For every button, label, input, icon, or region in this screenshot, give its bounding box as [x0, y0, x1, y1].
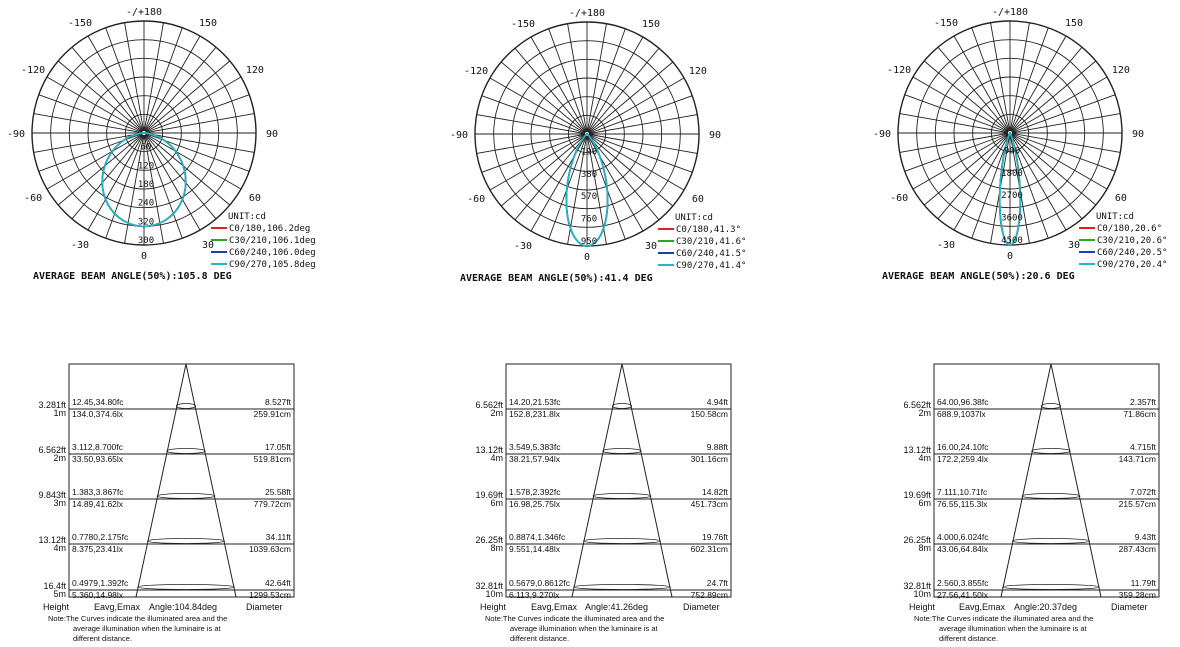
polar-unit-label: UNIT:cd: [675, 213, 713, 223]
height-label-ft: 32.81ft: [475, 581, 503, 591]
diameter-cm: 779.72cm: [253, 499, 291, 509]
average-beam-angle-caption: AVERAGE BEAM ANGLE(50%):105.8 DEG: [33, 271, 232, 282]
height-label-ft: 16.4ft: [43, 581, 66, 591]
illuminance-fc: 0.7780,2.175fc: [72, 532, 129, 542]
illuminance-cone-chart: [903, 364, 1159, 643]
illuminance-fc: 0.8874,1.346fc: [509, 532, 566, 542]
footer-height-label: Height: [480, 602, 507, 612]
height-label-ft: 13.12ft: [475, 445, 503, 455]
footer-diameter-label: Diameter: [246, 602, 283, 612]
illuminated-area-ellipse: [593, 494, 651, 499]
illuminance-lx: 172.2,259.4lx: [937, 454, 989, 464]
illuminance-lx: 8.375,23.41lx: [72, 544, 124, 554]
polar-candela-chart: [7, 7, 316, 282]
illuminance-fc: 0.5679,0.8612fc: [509, 578, 570, 588]
legend-entry: C30/210,41.6°: [676, 237, 747, 247]
height-label-m: 1m: [53, 408, 66, 418]
polar-angle-label: -90: [872, 129, 892, 140]
polar-angle-label: 150: [641, 19, 661, 31]
note-text: average illumination when the luminaire is at: [510, 624, 658, 633]
diameter-ft: 25.58ft: [265, 487, 291, 497]
height-label-ft: 26.25ft: [903, 535, 931, 545]
illuminated-area-ellipse: [603, 449, 642, 454]
diameter-ft: 11.79ft: [1130, 578, 1156, 588]
illuminance-fc: 2.560,3.855fc: [937, 578, 989, 588]
polar-angle-label: -150: [67, 18, 93, 30]
polar-angle-label: 90: [1131, 129, 1145, 140]
illuminance-lx: 688.9,1037lx: [937, 409, 986, 419]
diameter-ft: 7.072ft: [1130, 487, 1156, 497]
diameter-cm: 602.31cm: [690, 544, 728, 554]
illuminance-lx: 152.8,231.8lx: [509, 409, 561, 419]
polar-angle-label: -30: [936, 239, 956, 251]
illuminance-cone-chart: [475, 364, 731, 643]
height-label-ft: 6.562ft: [38, 445, 66, 455]
diameter-ft: 4.715ft: [1130, 442, 1156, 452]
note-text: average illumination when the luminaire is at: [73, 624, 221, 633]
cone-edge: [622, 364, 672, 597]
footer-angle-label: Angle:20.37deg: [1014, 602, 1078, 612]
height-label-m: 8m: [490, 543, 503, 553]
diameter-ft: 9.43ft: [1134, 532, 1156, 542]
diameter-ft: 2.357ft: [1130, 397, 1156, 407]
diameter-cm: 451.73cm: [690, 499, 728, 509]
illuminated-area-ellipse: [176, 404, 195, 409]
polar-angle-label: -60: [890, 193, 909, 204]
polar-radial-tick-label: 760: [580, 214, 598, 225]
diameter-ft: 8.527ft: [265, 397, 291, 407]
polar-unit-label: UNIT:cd: [228, 212, 266, 222]
diameter-cm: 150.58cm: [690, 409, 728, 419]
diameter-ft: 17.05ft: [265, 442, 291, 452]
illuminance-fc: 3.549,5.383fc: [509, 442, 561, 452]
polar-angle-label: 0: [1006, 251, 1014, 262]
average-beam-angle-caption: AVERAGE BEAM ANGLE(50%):20.6 DEG: [882, 271, 1075, 282]
diameter-cm: 752.89cm: [690, 590, 728, 600]
illuminance-lx: 76.55,115.3lx: [937, 499, 988, 509]
polar-angle-label: 0: [140, 251, 148, 262]
polar-angle-label: 30: [644, 240, 658, 252]
note-text: Note:The Curves indicate the illuminated area and the: [485, 614, 665, 623]
polar-angle-label: 60: [691, 194, 704, 205]
footer-eavg-label: Eavg,Emax: [94, 602, 141, 612]
diameter-cm: 359.28cm: [1118, 590, 1156, 600]
polar-radial-tick-label: 300: [137, 236, 155, 246]
legend-entry: C90/270,105.8deg: [229, 260, 316, 270]
polar-angle-label: -30: [513, 240, 533, 252]
illuminated-area-ellipse: [147, 539, 224, 544]
footer-diameter-label: Diameter: [1111, 602, 1148, 612]
footer-height-label: Height: [43, 602, 70, 612]
polar-radial-tick-label: 240: [137, 198, 155, 209]
polar-angle-label: -120: [464, 66, 489, 77]
diameter-cm: 287.43cm: [1118, 544, 1156, 554]
polar-angle-label: 120: [688, 66, 707, 77]
legend-entry: C0/180,20.6°: [1097, 224, 1163, 234]
height-label-ft: 32.81ft: [903, 581, 931, 591]
note-text: Note:The Curves indicate the illuminated area and the: [914, 614, 1094, 623]
illuminated-area-ellipse: [1032, 449, 1071, 454]
height-label-ft: 3.281ft: [38, 400, 66, 410]
polar-candela-chart: [450, 8, 746, 284]
height-label-m: 3m: [53, 498, 66, 508]
height-label-ft: 19.69ft: [903, 490, 931, 500]
cone-edge: [572, 364, 622, 597]
height-label-m: 2m: [918, 408, 931, 418]
height-label-m: 4m: [490, 453, 503, 463]
height-label-ft: 13.12ft: [38, 535, 66, 545]
polar-radial-tick-label: 180: [137, 180, 155, 190]
illuminance-fc: 64.00,96.38fc: [937, 397, 989, 407]
cone-edge: [186, 364, 236, 597]
polar-radial-tick-label: 900: [1003, 146, 1021, 157]
illuminated-area-ellipse: [1022, 494, 1080, 499]
legend-entry: C60/240,106.0deg: [229, 248, 316, 258]
legend-entry: C60/240,20.5°: [1097, 248, 1168, 258]
footer-eavg-label: Eavg,Emax: [959, 602, 1006, 612]
legend-entry: C0/180,106.2deg: [229, 224, 311, 234]
illuminance-fc: 12.45,34.80fc: [72, 397, 124, 407]
illuminance-fc: 14.20,21.53fc: [509, 397, 561, 407]
polar-angle-label: 90: [708, 130, 722, 141]
diameter-ft: 9.88ft: [706, 442, 728, 452]
legend-entry: C0/180,41.3°: [676, 225, 742, 235]
illuminated-area-ellipse: [1012, 539, 1089, 544]
cone-edge: [1001, 364, 1051, 597]
height-label-m: 5m: [53, 589, 66, 599]
note-text: average illumination when the luminaire is at: [939, 624, 1087, 633]
illuminance-lx: 6.113,9.270lx: [509, 590, 560, 600]
polar-angle-label: -/+180: [568, 8, 606, 19]
polar-angle-label: -120: [887, 65, 912, 76]
polar-radial-tick-label: 60: [140, 142, 152, 153]
polar-radial-tick-label: 4500: [1001, 236, 1023, 246]
diameter-cm: 301.16cm: [690, 454, 728, 464]
polar-angle-label: -/+180: [125, 7, 163, 18]
illuminance-fc: 16.00,24.10fc: [937, 442, 989, 452]
polar-angle-label: 90: [265, 129, 279, 140]
polar-unit-label: UNIT:cd: [1096, 212, 1134, 222]
polar-angle-label: 150: [1064, 18, 1084, 30]
polar-radial-tick-label: 120: [137, 161, 155, 172]
height-label-m: 4m: [53, 543, 66, 553]
footer-height-label: Height: [909, 602, 936, 612]
polar-angle-label: -90: [449, 130, 469, 141]
illuminance-fc: 1.383,3.867fc: [72, 487, 124, 497]
illuminance-lx: 38.21,57.94lx: [509, 454, 561, 464]
legend-entry: C60/240,41.5°: [676, 249, 747, 259]
diameter-ft: 24.7ft: [706, 578, 728, 588]
polar-angle-label: -30: [70, 239, 90, 251]
height-label-m: 6m: [490, 498, 503, 508]
diameter-ft: 4.94ft: [706, 397, 728, 407]
legend-entry: C90/270,20.4°: [1097, 260, 1168, 270]
height-label-ft: 6.562ft: [903, 400, 931, 410]
polar-radial-tick-label: 2700: [1001, 191, 1023, 202]
note-text: different distance.: [510, 634, 570, 643]
illuminance-lx: 27.56,41.50lx: [937, 590, 989, 600]
illuminated-area-ellipse: [583, 539, 660, 544]
diameter-ft: 34.11ft: [265, 532, 291, 542]
note-text: Note:The Curves indicate the illuminated area and the: [48, 614, 228, 623]
illuminance-fc: 4.000,6.024fc: [937, 532, 989, 542]
polar-angle-label: -120: [21, 65, 46, 76]
illuminance-lx: 14.89,41.62lx: [72, 499, 124, 509]
height-label-m: 4m: [918, 453, 931, 463]
height-label-ft: 19.69ft: [475, 490, 503, 500]
polar-angle-label: 120: [245, 65, 264, 76]
note-text: different distance.: [939, 634, 999, 643]
polar-angle-label: 60: [1114, 193, 1127, 204]
illuminance-cone-chart: [38, 364, 294, 643]
polar-angle-label: -/+180: [991, 7, 1029, 18]
diameter-cm: 143.71cm: [1118, 454, 1156, 464]
polar-angle-label: -60: [467, 194, 486, 205]
polar-angle-label: 30: [1067, 239, 1081, 251]
polar-angle-label: -90: [6, 129, 26, 140]
height-label-m: 2m: [490, 408, 503, 418]
polar-angle-label: 120: [1111, 65, 1130, 76]
polar-radial-tick-label: 380: [580, 169, 598, 180]
illuminance-lx: 33.50,93.65lx: [72, 454, 124, 464]
diameter-cm: 259.91cm: [253, 409, 291, 419]
note-text: different distance.: [73, 634, 133, 643]
height-label-ft: 9.843ft: [38, 490, 66, 500]
illuminance-fc: 3.112,8.700fc: [72, 442, 123, 452]
height-label-m: 10m: [913, 589, 931, 599]
polar-angle-label: 60: [248, 193, 261, 204]
illuminated-area-ellipse: [167, 449, 206, 454]
cone-edge: [136, 364, 186, 597]
illuminance-fc: 7.111,10.71fc: [937, 487, 988, 497]
polar-radial-tick-label: 3600: [1001, 213, 1023, 224]
footer-eavg-label: Eavg,Emax: [531, 602, 578, 612]
footer-angle-label: Angle:41.26deg: [585, 602, 649, 612]
illuminance-fc: 1.578,2.392fc: [509, 487, 561, 497]
footer-diameter-label: Diameter: [683, 602, 720, 612]
illuminance-lx: 5.360,14.98lx: [72, 590, 124, 600]
diameter-ft: 19.76ft: [702, 532, 728, 542]
illuminated-area-ellipse: [612, 404, 631, 409]
height-label-ft: 26.25ft: [475, 535, 503, 545]
polar-angle-label: -150: [510, 19, 536, 31]
illuminance-lx: 9.551,14.48lx: [509, 544, 561, 554]
polar-radial-tick-label: 950: [580, 237, 598, 247]
polar-angle-label: 0: [583, 252, 591, 263]
polar-angle-label: 30: [201, 239, 215, 251]
illuminated-area-ellipse: [574, 585, 671, 590]
polar-radial-tick-label: 320: [137, 217, 155, 228]
footer-angle-label: Angle:104.84deg: [149, 602, 218, 612]
illuminated-area-ellipse: [138, 585, 235, 590]
diameter-ft: 42.64ft: [265, 578, 291, 588]
height-label-m: 8m: [918, 543, 931, 553]
illuminance-fc: 0.4979,1.392fc: [72, 578, 129, 588]
diameter-cm: 1039.63cm: [248, 544, 291, 554]
legend-entry: C30/210,106.1deg: [229, 236, 316, 246]
diameter-cm: 519.81cm: [253, 454, 291, 464]
illuminance-lx: 16.98,25.75lx: [509, 499, 561, 509]
cone-edge: [1051, 364, 1101, 597]
polar-candela-chart: [873, 7, 1167, 282]
polar-angle-label: -150: [933, 18, 959, 30]
height-label-m: 2m: [53, 453, 66, 463]
legend-entry: C30/210,20.6°: [1097, 236, 1168, 246]
height-label-ft: 6.562ft: [475, 400, 503, 410]
polar-angle-label: -60: [24, 193, 43, 204]
height-label-ft: 13.12ft: [903, 445, 931, 455]
height-label-m: 6m: [918, 498, 931, 508]
illuminated-area-ellipse: [157, 494, 215, 499]
height-label-m: 10m: [485, 589, 503, 599]
polar-radial-tick-label: 570: [580, 192, 598, 203]
diameter-cm: 215.57cm: [1118, 499, 1156, 509]
diameter-cm: 1299.53cm: [248, 590, 291, 600]
illuminance-lx: 134.0,374.6lx: [72, 409, 124, 419]
average-beam-angle-caption: AVERAGE BEAM ANGLE(50%):41.4 DEG: [460, 273, 653, 284]
polar-angle-label: 150: [198, 18, 218, 30]
polar-radial-tick-label: 190: [580, 147, 598, 158]
illuminance-lx: 43.06,64.84lx: [937, 544, 989, 554]
illuminated-area-ellipse: [1003, 585, 1100, 590]
diameter-ft: 14.82ft: [702, 487, 728, 497]
legend-entry: C90/270,41.4°: [676, 261, 747, 271]
diameter-cm: 71.86cm: [1123, 409, 1156, 419]
polar-radial-tick-label: 1800: [1001, 168, 1023, 179]
illuminated-area-ellipse: [1041, 404, 1060, 409]
